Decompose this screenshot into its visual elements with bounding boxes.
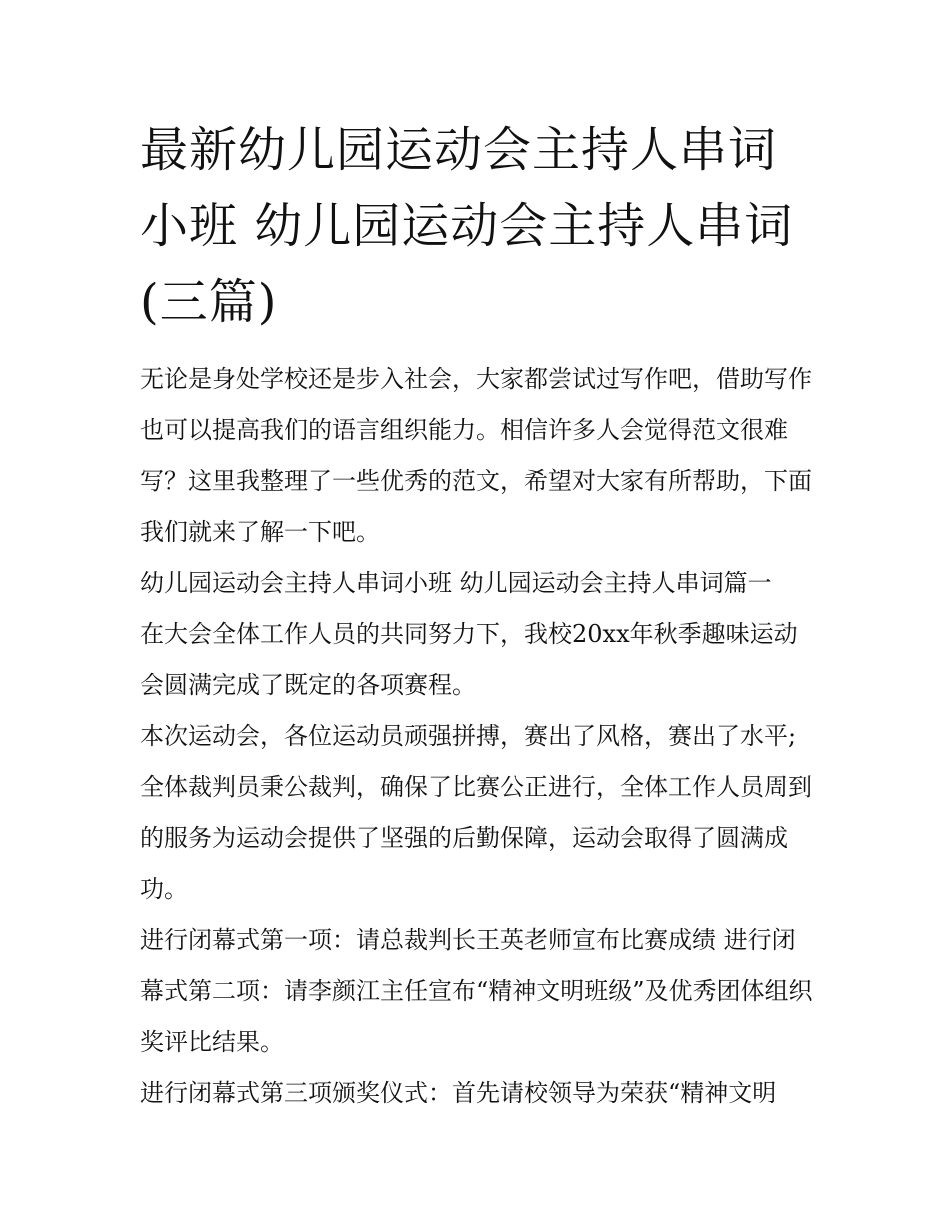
- body-paragraph: 在大会全体工作人员的共同努力下，我校20xx年秋季趣味运动会圆满完成了既定的各项赛程。: [140, 620, 798, 699]
- body-paragraph: 进行闭幕式第三项颁奖仪式：首先请校领导为荣获“精神文明: [140, 1079, 777, 1107]
- body-paragraph: 进行闭幕式第一项：请总裁判长王英老师宣布比赛成绩 进行闭幕式第二项：请李颜江主任宣布“精神文明班级”及优秀团体组织奖评比结果。: [140, 926, 813, 1056]
- section-heading: 幼儿园运动会主持人串词小班 幼儿园运动会主持人串词篇一: [140, 569, 772, 597]
- document-page: [140, 112, 815, 1119]
- document-title: 最新幼儿园运动会主持人串词小班 幼儿园运动会主持人串词(三篇): [140, 122, 794, 330]
- body-paragraph: 本次运动会，各位运动员顽强拼搏，赛出了风格，赛出了水平;全体裁判员秉公裁判，确保了比赛公正进行，全体工作人员周到的服务为运动会提供了坚强的后勤保障，运动会取得了圆满成功。: [140, 722, 812, 903]
- intro-paragraph: 无论是身处学校还是步入社会，大家都尝试过写作吧，借助写作也可以提高我们的语言组织能力。相信许多人会觉得范文很难写？这里我整理了一些优秀的范文，希望对大家有所帮助，下面我们就来了解一下吧。: [140, 365, 812, 546]
